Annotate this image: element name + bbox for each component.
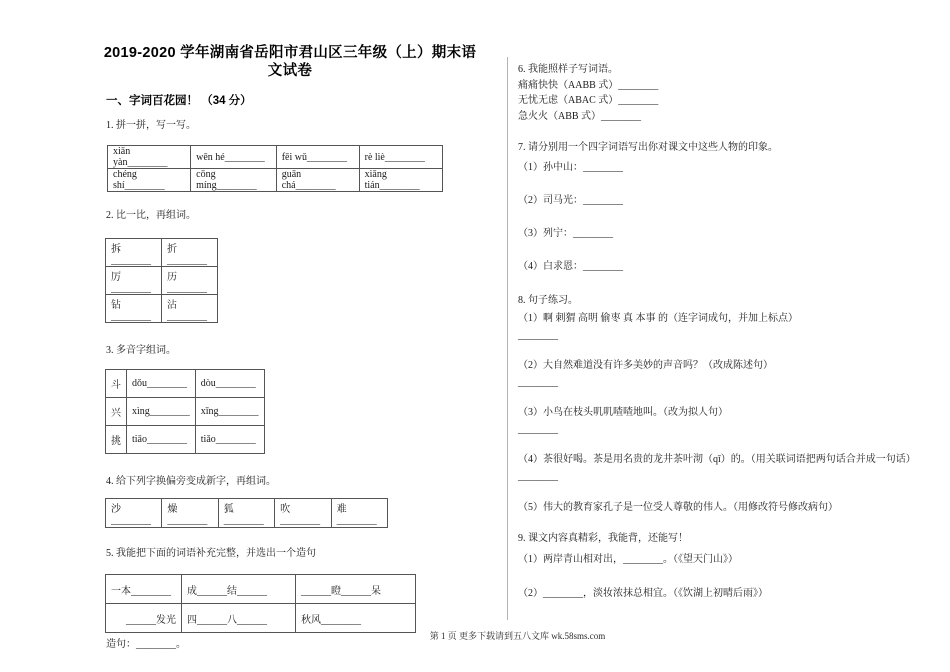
q8-question: （4）茶很好喝。茶是用名贵的龙井茶叶沏（qī）的。（用关联词语把两句话合并成一句话） — [518, 454, 916, 465]
q5-cell: 成______结______ — [182, 575, 296, 604]
q1-cell: chéng shí________ — [108, 169, 191, 192]
q1-pinyin-table — [107, 145, 443, 192]
q8-question: （5）伟大的教育家孔子是一位受人尊敬的伟人。（用修改符号修改病句） — [518, 502, 838, 513]
q8-question: （1）啊 刺猬 高明 偷枣 真 本事 的（连字词成句，并加上标点） — [518, 313, 798, 324]
q3-label: 3. 多音字组词。 — [106, 345, 176, 356]
q7-item: （4）白求恩：________ — [518, 261, 623, 272]
table-row — [106, 575, 416, 604]
q3-cell: xìng________ — [127, 398, 196, 426]
q1-label: 1. 拼一拼，写一写。 — [106, 120, 196, 131]
column-divider — [507, 57, 508, 620]
page-title: 2019-2020 学年湖南省岳阳市君山区三年级（上）期末语文试卷 — [103, 45, 477, 79]
q5-cell: 秋风________ — [296, 604, 416, 633]
q2-cell: 厉________ — [106, 267, 162, 295]
q1-cell: guān chá________ — [276, 169, 359, 192]
section-heading: 一、字词百花园！ （34 分） — [106, 95, 252, 107]
q3-cell: tiǎo________ — [195, 426, 264, 454]
q6-item: 无忧无虑（ABAC 式）________ — [518, 95, 659, 106]
q3-cell: dǒu________ — [127, 370, 196, 398]
q6-item: 痛痛快快（AABB 式）________ — [518, 79, 659, 91]
q1-cell: xiān yàn________ — [108, 146, 191, 169]
q4-label: 4. 给下列字换偏旁变成新字，再组词。 — [106, 476, 276, 487]
q7-label: 7. 请分别用一个四字词语写出你对课文中这些人物的印象。 — [518, 142, 778, 153]
table-row — [106, 499, 388, 528]
q4-cell: 燥________ — [162, 499, 218, 528]
q3-cell: tiāo________ — [127, 426, 196, 454]
q5-cell: ______发光 — [106, 604, 182, 633]
q5-cell: 一本________ — [106, 575, 182, 604]
q2-cell: 钻________ — [106, 295, 162, 323]
q6-label: 6. 我能照样子写词语。 — [518, 64, 618, 75]
q8-question: （3）小鸟在枝头叽叽喳喳地叫。（改为拟人句） — [518, 407, 728, 418]
q4-cell: 吹________ — [275, 499, 331, 528]
left-column — [100, 44, 480, 651]
q5-cell: ______瞪______呆 — [296, 575, 416, 604]
q7-item: （2）司马光：________ — [518, 195, 623, 206]
q1-cell: wēn hé________ — [191, 146, 277, 169]
q6-item: 急火火（ABB 式）________ — [518, 110, 642, 122]
q9-item: （1）两岸青山相对出，________。（《望天门山》） — [518, 554, 738, 565]
q8-answer-blank: ________ — [518, 424, 558, 435]
q3-cell: dòu________ — [195, 370, 264, 398]
q1-cell: fēi wǔ________ — [276, 146, 359, 169]
table-row — [106, 295, 218, 323]
q3-polyphone-table — [105, 369, 265, 454]
q2-cell: 历________ — [162, 267, 218, 295]
q5-sentence-line: 造句：________。 — [106, 639, 186, 650]
q4-cell: 沙________ — [106, 499, 162, 528]
q2-cell: 拆________ — [106, 239, 162, 267]
table-row — [108, 146, 443, 169]
q2-cell: 折________ — [162, 239, 218, 267]
table-row — [106, 267, 218, 295]
q1-cell: rè liè________ — [359, 146, 442, 169]
q2-label: 2. 比一比，再组词。 — [106, 210, 196, 221]
table-row — [106, 398, 265, 426]
q3-cell: xīng________ — [195, 398, 264, 426]
q8-answer-blank: ________ — [518, 471, 558, 482]
table-row — [106, 370, 265, 398]
q4-radical-table — [105, 498, 388, 528]
q9-label: 9. 课文内容真精彩，我能背，还能写！ — [518, 533, 688, 544]
table-row — [108, 169, 443, 192]
q7-item: （3）列宁：________ — [518, 228, 613, 239]
table-row — [106, 426, 265, 454]
q8-label: 8. 句子练习。 — [518, 295, 578, 306]
q3-char-cell: 挑 — [106, 426, 127, 454]
q2-cell: 沾________ — [162, 295, 218, 323]
q1-cell: xiāng tián________ — [359, 169, 442, 192]
q7-item: （1）孙中山：________ — [518, 162, 623, 173]
q5-cell: 四______八______ — [182, 604, 296, 633]
q8-answer-blank: ________ — [518, 377, 558, 388]
q6-block — [518, 62, 944, 124]
q5-idiom-table — [105, 574, 416, 633]
page-footer: 第 1 页 更多下载请到五八文库 wk.58sms.com — [429, 631, 606, 641]
q8-answer-blank: ________ — [518, 330, 558, 341]
q5-label: 5. 我能把下面的词语补充完整，并选出一个造句 — [106, 548, 316, 559]
right-column — [518, 62, 944, 600]
table-row — [106, 239, 218, 267]
q4-cell: 难________ — [331, 499, 387, 528]
q8-question: （2）大自然难道没有许多美妙的声音吗？（改成陈述句） — [518, 360, 773, 371]
q2-compare-table — [105, 238, 218, 323]
q3-char-cell: 斗 — [106, 370, 127, 398]
q9-item: （2）________，淡妆浓抹总相宜。（《饮湖上初晴后雨》） — [518, 588, 768, 599]
q3-char-cell: 兴 — [106, 398, 127, 426]
q4-cell: 狐________ — [218, 499, 274, 528]
q1-cell: cōng míng________ — [191, 169, 277, 192]
